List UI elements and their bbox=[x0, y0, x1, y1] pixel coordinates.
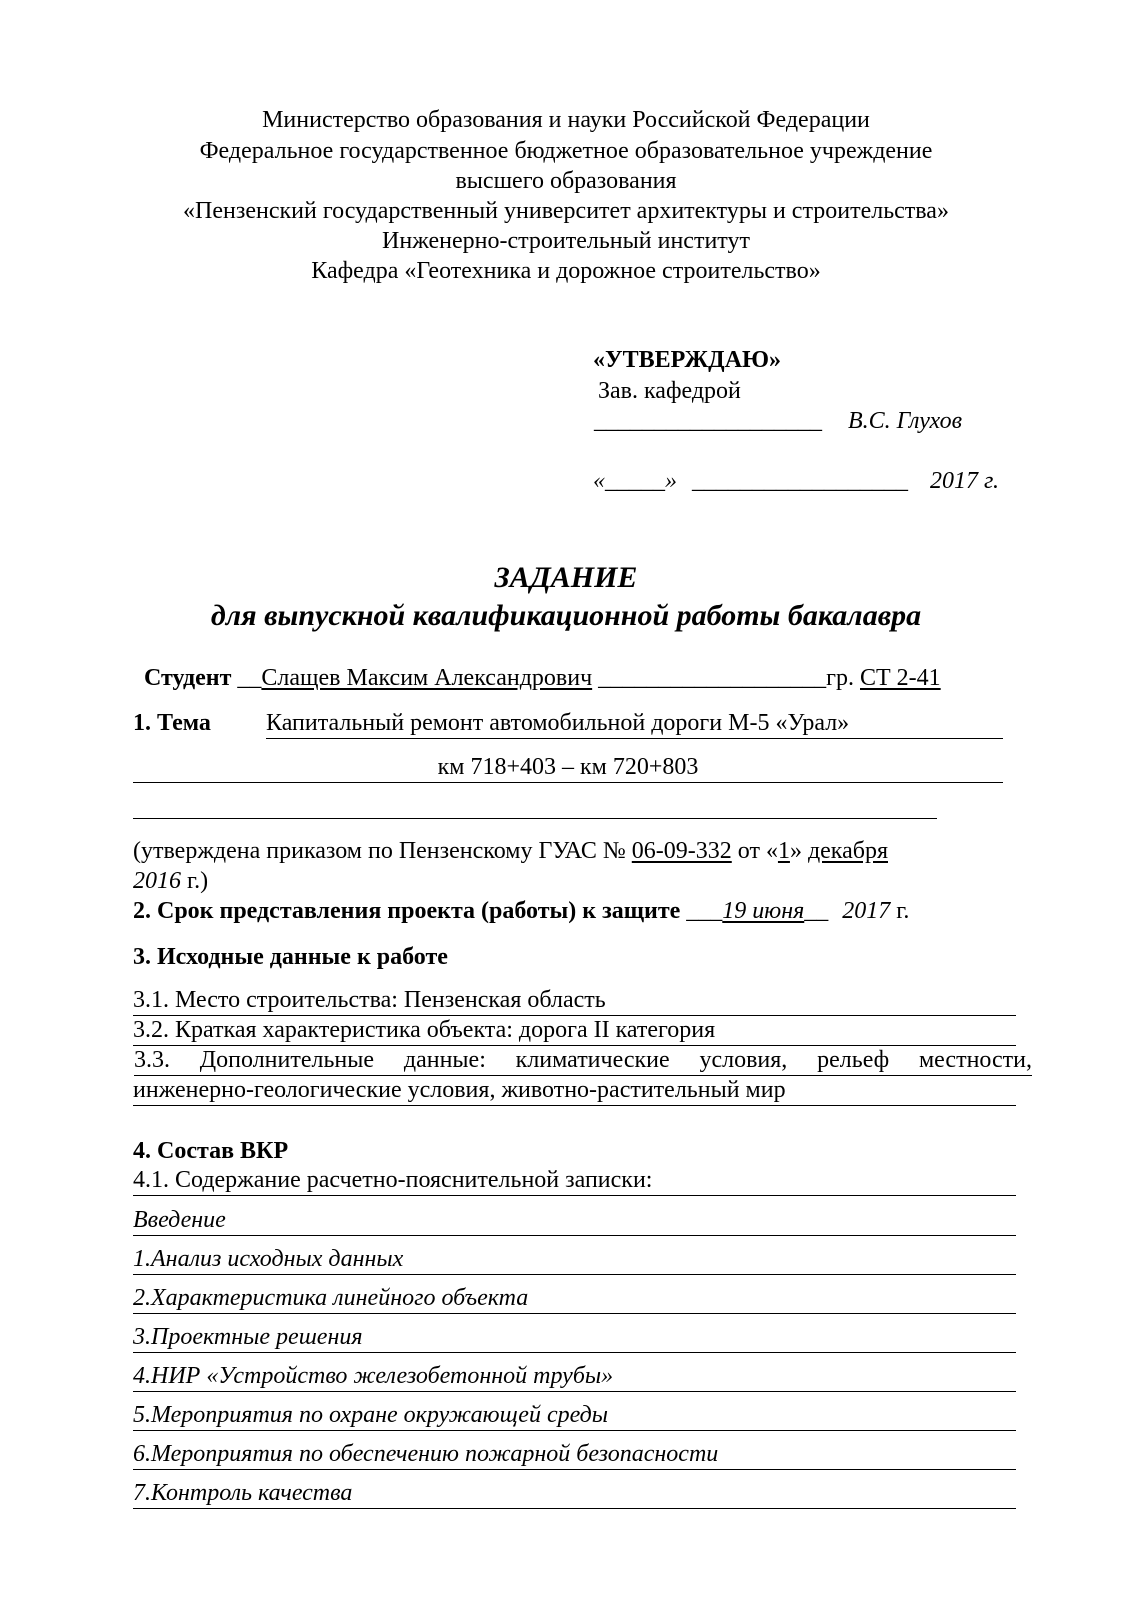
education-level-line: высшего образования bbox=[455, 168, 677, 194]
source-item-2 bbox=[133, 1015, 1016, 1046]
topic-text-1: Капитальный ремонт автомобильной дороги М-5 «Урал» bbox=[266, 710, 850, 736]
assignment-title: ЗАДАНИЕ bbox=[494, 561, 638, 594]
order-month: декабря bbox=[807, 838, 888, 864]
department-line: Кафедра «Геотехника и дорожное строительство» bbox=[311, 258, 821, 284]
order-from: от « bbox=[737, 838, 778, 864]
approval-day-blank: «_____» bbox=[593, 468, 677, 494]
group-value: СТ 2-41 bbox=[860, 665, 941, 691]
order-prefix: (утверждена приказом по Пензенскому ГУАС № bbox=[133, 838, 626, 864]
content-item-text: 7.Контроль качества bbox=[133, 1480, 353, 1506]
approval-month-blank: __________________ bbox=[692, 468, 908, 494]
institution-line: Федеральное государственное бюджетное образовательное учреждение bbox=[199, 138, 933, 164]
content-item-text: Введение bbox=[133, 1207, 226, 1233]
order-day: 1 bbox=[777, 838, 790, 864]
source-item-1 bbox=[133, 985, 1016, 1016]
content-item bbox=[133, 1361, 1016, 1392]
topic-label: 1. Тема bbox=[133, 710, 211, 736]
composition-heading: 4. Состав ВКР bbox=[133, 1138, 289, 1164]
approval-position: Зав. кафедрой bbox=[598, 378, 741, 404]
student-lead-blank: __ bbox=[237, 665, 262, 691]
composition-subheading bbox=[133, 1165, 1016, 1196]
topic-line-1 bbox=[266, 708, 1003, 739]
source-item-3-text-2: инженерно-геологические условия, животно-растительный мир bbox=[133, 1077, 786, 1103]
source-data-heading: 3. Исходные данные к работе bbox=[133, 944, 448, 970]
student-name: Слащев Максим Александрович bbox=[261, 665, 593, 691]
order-number: 06-09-332 bbox=[631, 838, 732, 864]
content-item bbox=[133, 1478, 1016, 1509]
signature-line: ___________________ bbox=[594, 408, 822, 434]
deadline-date: 19 июня bbox=[722, 898, 805, 924]
topic-text-2: км 718+403 – км 720+803 bbox=[437, 754, 699, 780]
deadline-line bbox=[133, 896, 909, 926]
topic-line-2 bbox=[133, 752, 1003, 783]
student-label: Студент bbox=[144, 665, 232, 691]
source-item-1-text: 3.1. Место строительства: Пензенская область bbox=[133, 987, 606, 1013]
content-item-text: 3.Проектные решения bbox=[133, 1324, 363, 1350]
content-item bbox=[133, 1439, 1016, 1470]
deadline-suffix: г. bbox=[896, 898, 910, 924]
deadline-label: 2. Срок представления проекта (работы) к защите bbox=[133, 898, 681, 924]
composition-subheading-text: 4.1. Содержание расчетно-пояснительной записки: bbox=[133, 1167, 653, 1193]
approval-year: 2017 г. bbox=[930, 468, 1000, 494]
content-item bbox=[133, 1205, 1016, 1236]
content-item-text: 4.НИР «Устройство железобетонной трубы» bbox=[133, 1363, 614, 1389]
university-line: «Пензенский государственный университет архитектуры и строительства» bbox=[183, 198, 949, 224]
source-item-2-text: 3.2. Краткая характеристика объекта: дорога II категория bbox=[133, 1017, 716, 1043]
order-year-line bbox=[133, 866, 208, 896]
content-item-text: 2.Характеристика линейного объекта bbox=[133, 1285, 529, 1311]
content-item-text: 6.Мероприятия по обеспечению пожарной безопасности bbox=[133, 1441, 719, 1467]
content-item bbox=[133, 1283, 1016, 1314]
content-item bbox=[133, 1400, 1016, 1431]
content-item bbox=[133, 1322, 1016, 1353]
source-item-3-line-2 bbox=[133, 1075, 1016, 1106]
content-item bbox=[133, 1244, 1016, 1275]
source-item-3-line-1: 3.3. Дополнительные данные: климатические условия, рельеф местности, bbox=[134, 1045, 1032, 1076]
deadline-trail: __ bbox=[804, 898, 829, 924]
group-label: гр. bbox=[826, 665, 854, 691]
student-row bbox=[144, 663, 941, 693]
order-year: 2016 bbox=[133, 868, 181, 894]
student-trail-blank: ___________________ bbox=[598, 665, 827, 691]
institute-line: Инженерно-строительный институт bbox=[382, 228, 750, 254]
order-close: » bbox=[789, 838, 802, 864]
content-item-text: 1.Анализ исходных данных bbox=[133, 1246, 404, 1272]
deadline-lead: ___ bbox=[686, 898, 723, 924]
order-line bbox=[133, 836, 888, 866]
approver-name: В.С. Глухов bbox=[848, 408, 962, 434]
blank-line bbox=[133, 818, 937, 819]
ministry-line: Министерство образования и науки Российской Федерации bbox=[262, 107, 870, 133]
deadline-year: 2017 bbox=[842, 898, 891, 924]
content-item-text: 5.Мероприятия по охране окружающей среды bbox=[133, 1402, 609, 1428]
assignment-subtitle: для выпускной квалификационной работы бакалавра bbox=[210, 599, 922, 632]
approval-title: «УТВЕРЖДАЮ» bbox=[593, 347, 782, 373]
order-year-suffix: г.) bbox=[187, 868, 209, 894]
